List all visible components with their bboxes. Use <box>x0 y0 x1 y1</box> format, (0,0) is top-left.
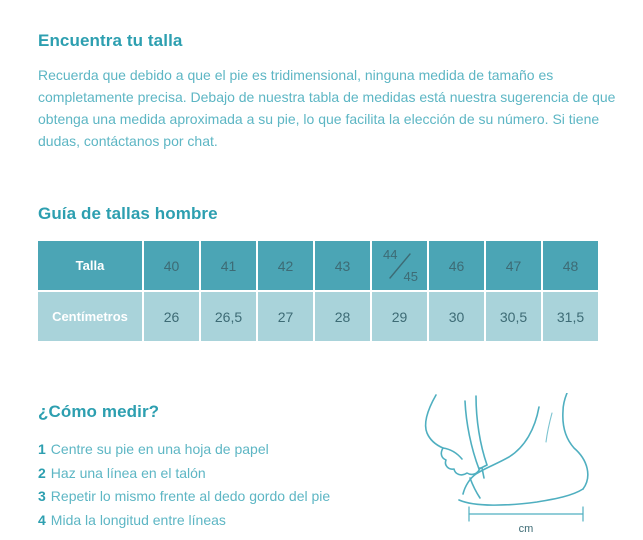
size-cell: 40 <box>144 241 199 290</box>
cm-cell: 26 <box>144 292 199 341</box>
page-title: Encuentra tu talla <box>38 31 183 50</box>
intro-paragraph: Recuerda que debido a que el pie es tridimensional, ninguna medida de tamaño es completamente precisa. Debajo de nuestra tabla de medidas está nuestra sugerencia de que obtenga una medida aproximada a su pie, lo que facilita la elección de su número. Si tiene dudas, contáctanos por chat. <box>38 67 616 149</box>
cm-cell: 31,5 <box>543 292 598 341</box>
foot-measuring-illustration <box>415 393 605 535</box>
size-cell: 43 <box>315 241 370 290</box>
how-to-measure-title: ¿Cómo medir? <box>38 402 160 421</box>
cm-cell: 27 <box>258 292 313 341</box>
size-table <box>38 241 598 341</box>
cm-cell: 28 <box>315 292 370 341</box>
size-cell: 41 <box>201 241 256 290</box>
cm-caption: cm <box>518 523 534 535</box>
size-cell: 46 <box>429 241 484 290</box>
size-cell-44-45 <box>372 241 427 290</box>
cm-cell: 30,5 <box>486 292 541 341</box>
cm-cell: 30 <box>429 292 484 341</box>
cm-cell: 26,5 <box>201 292 256 341</box>
cm-cell: 29 <box>372 292 427 341</box>
measure-step-2: 2 Haz una línea en el talón <box>38 464 206 481</box>
measure-steps-list <box>38 438 423 532</box>
measure-step-1: 1 Centre su pie en una hoja de papel <box>38 441 269 457</box>
size-row-label: Talla <box>38 241 142 290</box>
size-fraction-top: 44 <box>383 247 398 262</box>
size-cell: 47 <box>486 241 541 290</box>
size-guide-title: Guía de tallas hombre <box>38 204 218 223</box>
measure-step-3: 3 Repetir lo mismo frente al dedo gordo del pie <box>38 488 331 504</box>
cm-row-label: Centímetros <box>38 292 142 341</box>
size-fraction-bottom: 45 <box>403 269 418 284</box>
size-cell: 48 <box>543 241 598 290</box>
size-cell: 42 <box>258 241 313 290</box>
measure-step-4: 4 Mida la longitud entre líneas <box>38 511 226 528</box>
how-to-measure-section <box>38 397 605 535</box>
